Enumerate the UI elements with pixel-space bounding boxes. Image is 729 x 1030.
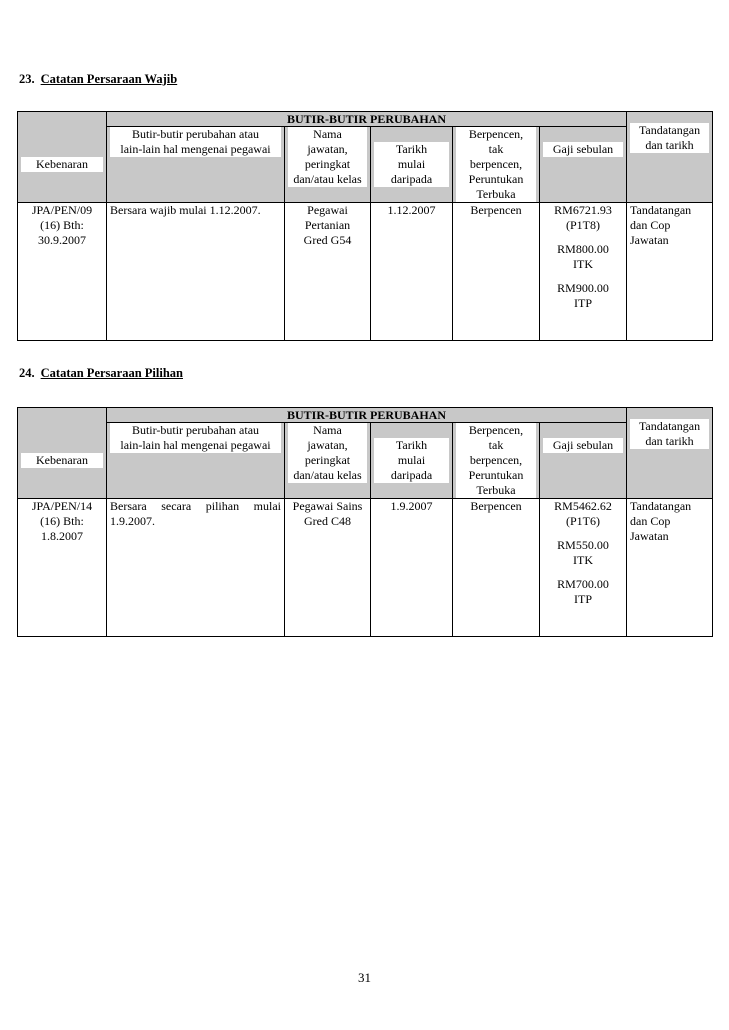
section-title: Catatan Persaraan Wajib (40, 72, 178, 86)
record-table-pilihan (17, 407, 713, 637)
col-header-berpencen: Berpencen, tak berpencen, Peruntukan Terbuka (453, 423, 540, 499)
col-header-tarikh: Tarikh mulai daripada (371, 127, 453, 203)
cell-nama: Pegawai Sains Gred C48 (285, 499, 371, 637)
col-header-nama: Nama jawatan, peringkat dan/atau kelas (285, 423, 371, 499)
col-header-berpencen: Berpencen, tak berpencen, Peruntukan Terbuka (453, 127, 540, 203)
header-row (18, 112, 713, 127)
section-number: 24. (19, 366, 35, 380)
cell-tarikh: 1.12.2007 (371, 203, 453, 341)
table-row (18, 203, 713, 341)
table-row (18, 499, 713, 637)
col-header-nama: Nama jawatan, peringkat dan/atau kelas (285, 127, 371, 203)
group-header: BUTIR-BUTIR PERUBAHAN (107, 112, 627, 127)
col-header-gaji: Gaji sebulan (540, 127, 627, 203)
section-23-heading (19, 72, 177, 87)
header-subrow (18, 127, 713, 203)
cell-butir: Bersara wajib mulai 1.12.2007. (107, 203, 285, 341)
header-subrow (18, 423, 713, 499)
section-title: Catatan Persaraan Pilihan (40, 366, 183, 380)
cell-tandatangan: Tandatangan dan Cop Jawatan (627, 203, 713, 341)
section-number: 23. (19, 72, 35, 86)
col-header-tandatangan: Tandatangan dan tarikh (627, 423, 713, 499)
cell-gaji: RM5462.62 (P1T6) RM550.00 ITK RM700.00 ITP (540, 499, 627, 637)
col-header-tarikh: Tarikh mulai daripada (371, 423, 453, 499)
cell-nama: Pegawai Pertanian Gred G54 (285, 203, 371, 341)
cell-berpencen: Berpencen (453, 499, 540, 637)
col-header-butir: Butir-butir perubahan atau lain-lain hal mengenai pegawai (107, 423, 285, 499)
header-row (18, 408, 713, 423)
cell-butir: Bersara secara pilihan mulai 1.9.2007. (107, 499, 285, 637)
col-header-kebenaran: Kebenaran (18, 112, 107, 203)
cell-tandatangan: Tandatangan dan Cop Jawatan (627, 499, 713, 637)
group-header: BUTIR-BUTIR PERUBAHAN (107, 408, 627, 423)
cell-tarikh: 1.9.2007 (371, 499, 453, 637)
col-header-gaji: Gaji sebulan (540, 423, 627, 499)
col-header-kebenaran: Kebenaran (18, 408, 107, 499)
record-table-wajib (17, 111, 713, 341)
section-24-heading (19, 366, 183, 381)
col-header-tandatangan: Tandatangan dan tarikh (627, 127, 713, 203)
cell-kebenaran: JPA/PEN/09 (16) Bth: 30.9.2007 (18, 203, 107, 341)
cell-gaji: RM6721.93 (P1T8) RM800.00 ITK RM900.00 ITP (540, 203, 627, 341)
col-header-butir: Butir-butir perubahan atau lain-lain hal mengenai pegawai (107, 127, 285, 203)
cell-berpencen: Berpencen (453, 203, 540, 341)
page-number: 31 (358, 970, 371, 985)
cell-kebenaran: JPA/PEN/14 (16) Bth: 1.8.2007 (18, 499, 107, 637)
